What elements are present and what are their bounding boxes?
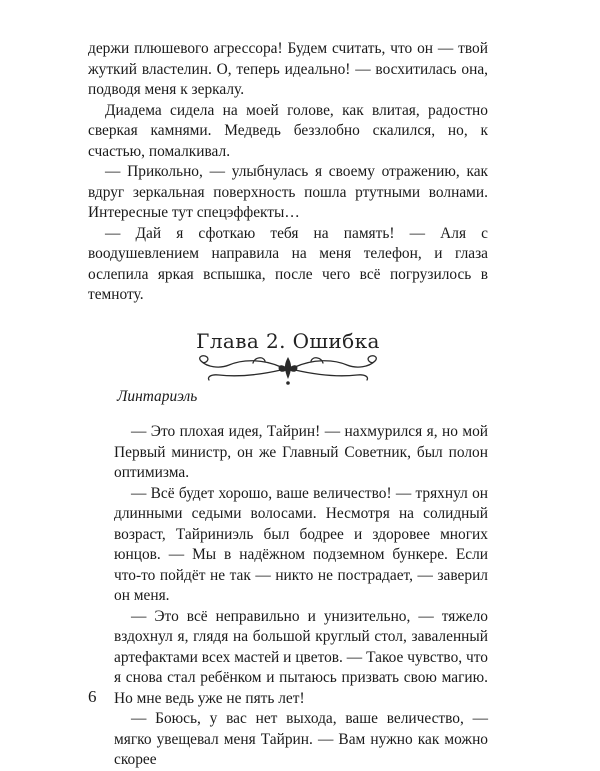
chapter-title: Глава 2. Ошибка — [196, 329, 380, 353]
paragraph: — Дай я сфоткаю тебя на память! — Аля с воодушевлением направила на меня телефон, и глаза ослепила яркая вспышка, после чего всё погрузилось в темноту. — [88, 224, 488, 303]
paragraph: — Боюсь, у вас нет выхода, ваше величество, — мягко увещевал меня Тайрин. — Вам нужно как можно скорее — [114, 710, 488, 768]
page-number: 6 — [88, 687, 97, 706]
top-text-block — [88, 39, 488, 306]
paragraph: держи плюшевого агрессора! Будем считать, что он — твой жуткий властелин. О, теперь идеально! — восхитилась она, подводя меня к зеркалу. — [88, 40, 488, 98]
paragraph: — Это всё неправильно и унизительно, — тяжело вздохнул я, глядя на большой круглый стол, заваленный артефактами всех мастей и цветов. — Такое чувство, что я снова стал ребёнком и пытаюсь призвать свою магию. Но мне ведь уже не пять лет! — [114, 607, 488, 707]
paragraph: — Это плохая идея, Тайрин! — нахмурился я, но мой Первый министр, он же Главный Советник, был полон оптимизма. — [114, 423, 488, 481]
bottom-text-block — [114, 422, 488, 771]
paragraph: — Всё будет хорошо, ваше величество! — тряхнул он длинными седыми волосами. Несмотря на солидный возраст, Тайриниэль был бодрее и здоровее многих юнцов. — Мы в надёжном подземном бункере. Если что-то пойдёт не так — никто не пострадает, — заверил он меня. — [114, 484, 488, 604]
paragraph: — Прикольно, — улыбнулась я своему отражению, как вдруг зеркальная поверхность пошла ртутными волнами. Интересные тут спецэффекты… — [88, 163, 488, 221]
ornament-divider-icon — [193, 353, 383, 387]
paragraph: Диадема сидела на моей голове, как влитая, радостно сверкая камнями. Медведь беззлобно скалился, но, к счастью, помалкивал. — [88, 101, 488, 160]
pov-character-label: Линтариэль — [117, 388, 198, 405]
